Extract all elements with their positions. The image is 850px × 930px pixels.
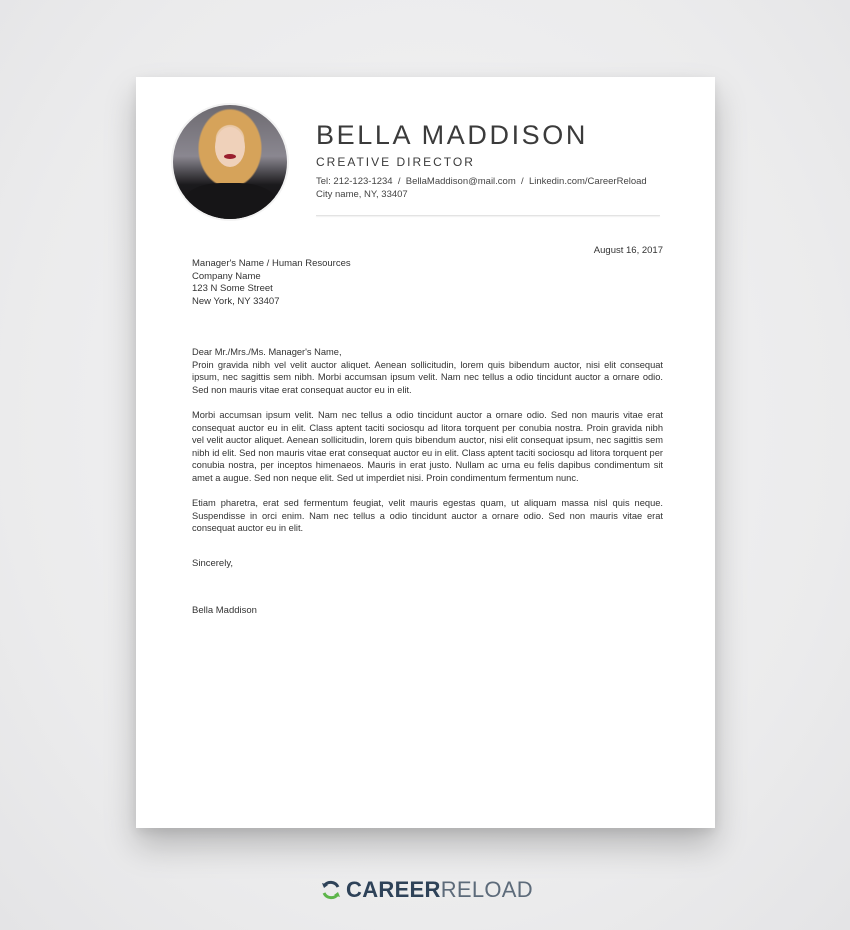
letter-body bbox=[192, 346, 663, 548]
job-title: CREATIVE DIRECTOR bbox=[316, 155, 475, 169]
profile-photo bbox=[173, 105, 287, 219]
paragraph: Morbi accumsan ipsum velit. Nam nec tellus a odio tincidunt auctor a ornare odio. Sed non mauris vitae erat consequat auctor eu in elit. Class aptent taciti sociosqu ad litora torquent per conubia nostra. Proin gravida nibh vel velit auctor aliquet. Aenean sollicitudin, lorem quis bibendum auctor, nisi elit consequat ipsum, nec sagittis sem nibh id elit. Sed non mauris vitae erat consequat auctor eu in elit. Class aptent taciti sociosqu ad litora torquent per conubia nostra, per inceptos himenaeos. Mauris in erat justo. Nullam ac urna eu felis dapibus condimentum sit amet a augue. Sed non neque elit. Sed ut imperdiet nisi. Proin condimentum fermentum nunc. bbox=[192, 409, 663, 483]
closing: Sincerely, bbox=[192, 558, 234, 569]
brand-bold: CAREER bbox=[346, 877, 441, 902]
recipient-line: Manager's Name / Human Resources bbox=[192, 258, 351, 269]
recipient-address bbox=[192, 258, 351, 308]
brand-light: RELOAD bbox=[440, 877, 533, 902]
header-divider bbox=[316, 215, 660, 216]
salutation: Dear Mr./Mrs./Ms. Manager's Name, bbox=[192, 347, 342, 357]
contact-line: Tel: 212-123-1234 / BellaMaddison@mail.com / Linkedin.com/CareerReload bbox=[316, 176, 647, 187]
refresh-icon bbox=[320, 879, 342, 901]
paragraph: Etiam pharetra, erat sed fermentum feugiat, velit mauris egestas quam, ut aliquam massa nisl quis neque. Suspendisse in orci enim. Nam nec tellus a odio tincidunt auctor a ornare odio. Sed non mauris vitae erat consequat auctor eu in elit. bbox=[192, 498, 663, 534]
paragraph: Proin gravida nibh vel velit auctor aliquet. Aenean sollicitudin, lorem quis bibendum auctor, nisi elit consequat ipsum, nec sagittis sem nibh. Morbi accumsan ipsum velit. Nam nec tellus a odio tincidunt auctor a ornare odio. Sed non mauris vitae erat consequat auctor eu in elit. bbox=[192, 359, 663, 395]
recipient-line: Company Name bbox=[192, 270, 261, 282]
contact-info bbox=[316, 175, 647, 201]
applicant-name: BELLA MADDISON bbox=[316, 120, 588, 150]
city-line: City name, NY, 33407 bbox=[316, 189, 408, 200]
careerreload-logo bbox=[320, 877, 533, 903]
recipient-line: New York, NY 33407 bbox=[192, 295, 280, 307]
signature: Bella Maddison bbox=[192, 605, 257, 616]
recipient-line: 123 N Some Street bbox=[192, 283, 273, 295]
cover-letter-page bbox=[136, 77, 715, 828]
letter-date: August 16, 2017 bbox=[593, 245, 663, 256]
